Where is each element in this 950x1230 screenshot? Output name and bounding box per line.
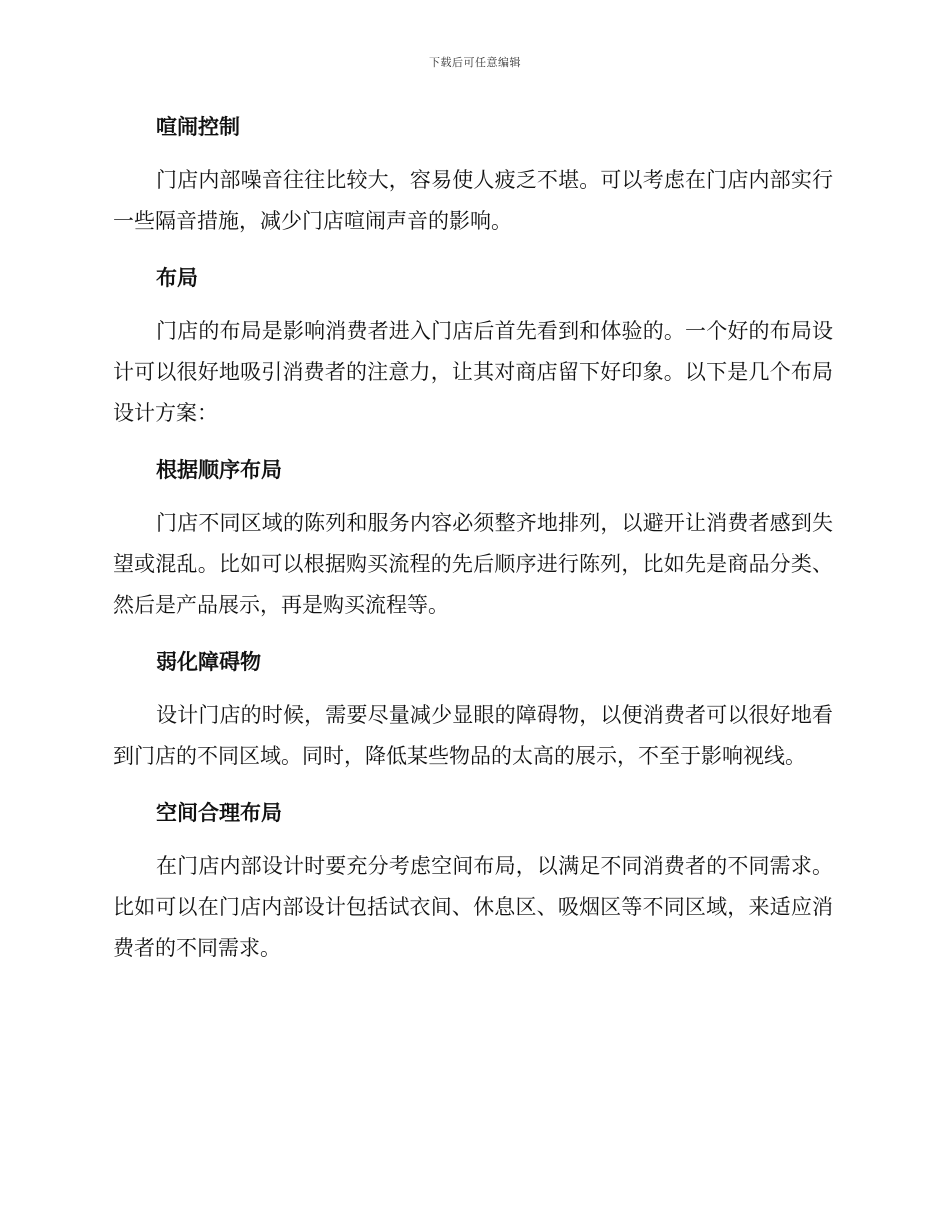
section-noise-control [113,112,833,242]
section-paragraph: 门店内部噪音往往比较大，容易使人疲乏不堪。可以考虑在门店内部实行一些隔音措施，减少门店喧闹声音的影响。 [113,168,833,233]
section-heading: 弱化障碍物 [156,650,261,674]
header-note: 下载后可任意编辑 [429,56,521,69]
section-paragraph: 设计门店的时候，需要尽量减少显眼的障碍物，以便消费者可以很好地看到门店的不同区域。同时，降低某些物品的太高的展示，不至于影响视线。 [113,703,833,768]
section-layout [113,263,833,434]
section-heading: 布局 [156,266,198,290]
section-reduce-obstacles [113,647,833,777]
section-order-layout [113,455,833,626]
section-heading: 根据顺序布局 [156,458,282,482]
section-paragraph: 在门店内部设计时要充分考虑空间布局，以满足不同消费者的不同需求。比如可以在门店内部设计包括试衣间、休息区、吸烟区等不同区域，来适应消费者的不同需求。 [113,854,833,960]
section-heading: 空间合理布局 [156,801,282,825]
section-space-layout [113,798,833,969]
section-paragraph: 门店的布局是影响消费者进入门店后首先看到和体验的。一个好的布局设计可以很好地吸引消费者的注意力，让其对商店留下好印象。以下是几个布局设计方案： [113,319,833,425]
section-paragraph: 门店不同区域的陈列和服务内容必须整齐地排列，以避开让消费者感到失望或混乱。比如可以根据购买流程的先后顺序进行陈列，比如先是商品分类、然后是产品展示，再是购买流程等。 [113,511,833,617]
section-heading: 喧闹控制 [156,115,240,139]
document-content [113,112,833,990]
